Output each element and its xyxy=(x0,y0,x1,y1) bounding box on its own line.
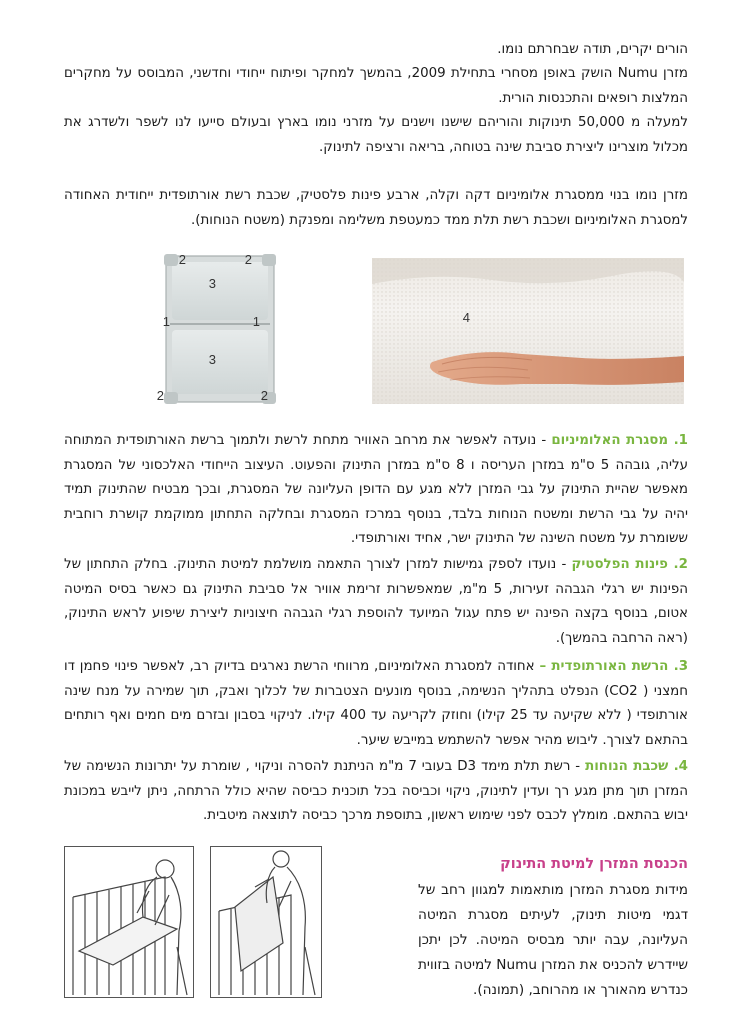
crib-insert-width-image xyxy=(211,847,321,997)
label-corner-br: 2 xyxy=(260,388,268,403)
intro-history: מזרן Numu הושק באופן מסחרי בתחילת 2009, בהמשך למחקר ופיתוח ייחודי וחדשני, המבוסס על מחקרים המלצות רופאים והתכנסות הורית. xyxy=(64,66,688,106)
section-plastic-corners-title: 2. פינות הפלסטיק xyxy=(571,557,688,572)
intro-users: למעלה מ 50,000 תינוקות והוריהם שישנו וישנים על מזרני נומו בארץ ובעולם סייעו לנו לשפר ולשדרג את מכלול מוצרינו ליצירת סביבת שינה בטוחה, בריאה ורציפה לתינוק. xyxy=(64,115,688,155)
label-net-top: 3 xyxy=(208,276,216,291)
section-aluminum-frame xyxy=(64,429,688,552)
label-bar-left: 1 xyxy=(162,314,170,329)
section-aluminum-frame-title: 1. מסגרת האלומיניום xyxy=(551,433,688,448)
section-plastic-corners xyxy=(64,553,688,651)
section-orthopedic-net xyxy=(64,655,688,753)
section-comfort-layer-title: 4. שכבת הנוחות xyxy=(585,759,688,774)
mattress-description: מזרן נומו בנוי ממסגרת אלומיניום דקה וקלה, ארבע פינות פלסטיק, שכבת רשת אורתופדית ייחודית האחודה למסגרת האלומיניום ושכבת רשת תלת ממד כמעטפת משלימה ומפנקת (משטח הנוחות). xyxy=(64,188,688,228)
label-bar-right: 1 xyxy=(252,314,260,329)
section-comfort-layer-body: - רשת תלת מימד D3 בעובי 7 מ"מ הניתנת להסרה וניקוי , שומרת על יתרונות הנשימה של המזרן תוך מתן מגע רך ועדין לתינוק, ניקוי וכביסה בכל תוכנית כביסה שהיא כולל הרתחה, ניתן לייבש במכונת יבוש בהתאם. מומלץ לכבס לפני שימוש ראשון, בתוספת מרכך כביסה לתוצאה מיטבית. xyxy=(64,759,688,823)
label-corner-tr: 2 xyxy=(244,252,252,267)
mattress-frame-image xyxy=(156,252,280,408)
label-corner-tl: 2 xyxy=(178,252,186,267)
section-orthopedic-net-body: אחודה למסגרת האלומיניום, מרווחי הרשת נארגים בדיוק רב, לאפשר פינוי פחמן דו חמצני ( CO2) הנפלט בתהליך הנשימה, בנוסף מונעים הצטברות של לכלוך ואבק, תוך שמירה על מנח שינה אורתופדי ( ללא שקיעה עד 25 קילו) וחוזק לקריעה עד 400 קילו. לניקוי בסבון ובזרם מים חמים ואף רותחים בהתאם לצורך. ליבוש מהיר אפשר להשתמש במייבש שיער. xyxy=(64,659,688,748)
hand-on-fabric-image xyxy=(372,258,684,404)
section-comfort-layer xyxy=(64,755,688,829)
comfort-layer-figure xyxy=(372,258,684,404)
crib-illustration-left xyxy=(64,846,194,998)
section-aluminum-frame-body: - נועדה לאפשר את מרחב האוויר מתחת לרשת ולתמוך ברשת האורתופדית המתוחה עליה, גובהה 5 ס"מ במזרן העריסה ו 8 ס"מ במזרן התינוק והפעוט. העיצוב הייחודי האלכסוני של המסגרת מאפשר שהיית התינוק על גבי המזרן ללא מגע עם הדופן העליונה של המסגרת, ובכך מבטיח שהתינוק תמיד יהיה על גבי הרשת ומשטח הנוחות בלבד, בנוסף במרכז המסגרת ובחלקה התחתון ממוקמת קושרת רוחבית ששומרת על משטח השינה של התינוק ישר, אחיד ואורתופדי. xyxy=(64,433,688,546)
insertion-body: מידות מסגרת המזרן מותאמות למגוון רחב של דגמי מיטות תינוק, לעיתים מסגרת המיטה העליונה, עבה יותר מבסיס המיטה. לכן יתכן שיידרש להכניס את המזרן Numu למיטה בזווית כנדרש מהאורך או מהרוחב, (תמונה). xyxy=(418,882,688,998)
label-corner-bl: 2 xyxy=(156,388,164,403)
label-net-bottom: 3 xyxy=(208,352,216,367)
mattress-frame-figure xyxy=(156,252,280,408)
section-orthopedic-net-title: 3. הרשת האורתופדית – xyxy=(539,659,689,674)
insertion-title-text: הכנסת המזרן למיטת התינוק xyxy=(500,856,688,872)
insertion-title xyxy=(418,852,688,877)
section-plastic-corners-body: - נועדו לספק גמישות למזרן לצורך התאמה מושלמת למיטת התינוק. בחלק התחתון של הפינות יש רגלי הגבהה זעירות, 5 מ"מ, שמאפשרות זרימת אוויר אל סביבת התינוק גם כאשר בסיס המיטה אטום, בנוסף בקצה הפינה יש פתח עגול המיועד להוספת רגלי הגבהה חיצוניות ליצירת שיפוע לראש התינוק, (ראה הרחבה בהמשך). xyxy=(64,557,688,646)
crib-illustration-right xyxy=(210,846,322,998)
crib-insert-angle-image xyxy=(65,847,193,997)
intro-greeting: הורים יקרים, תודה שבחרתם נומו. xyxy=(497,42,688,57)
label-comfort-layer: 4 xyxy=(462,310,470,325)
